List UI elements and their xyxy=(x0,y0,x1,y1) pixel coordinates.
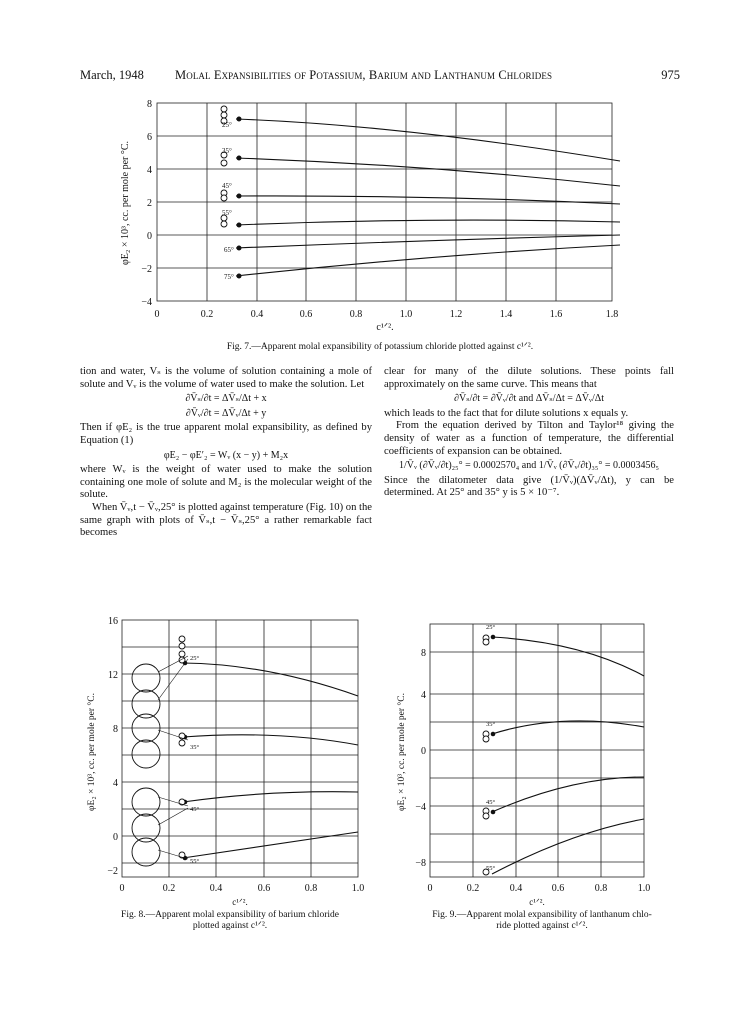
fig8-leader-lines xyxy=(158,656,188,859)
fig7-label-25: 25° xyxy=(222,121,232,129)
equation: ∂V̄ₛ/∂t = ∂V̄ᵥ/∂t and ΔV̄ₛ/Δt = ΔV̄ᵥ/Δt xyxy=(454,393,604,405)
right-paragraph: From the equation derived by Tilton and Taylor¹⁸ giving the density of water as a function of temperature, the differential coefficients of expansion can be obtained. xyxy=(384,420,674,457)
left-paragraph: where Wᵥ is the weight of water used to make the solution containing one mole of solute and M₂ is the molecular weight of the solute. xyxy=(80,464,372,501)
fig9-xtick: 0.4 xyxy=(509,883,523,894)
fig9-ytick: 4 xyxy=(421,690,426,701)
fig7-xtick: 1.2 xyxy=(449,309,463,320)
fig8-xtick: 0.4 xyxy=(209,883,223,894)
fig9-xtick: 0.8 xyxy=(594,883,608,894)
fig7-xtick: 1.8 xyxy=(605,309,619,320)
fig9-gridlines xyxy=(430,624,644,877)
fig7-label-35: 35° xyxy=(222,147,232,155)
fig9-label-55: 55° xyxy=(486,865,496,872)
fig8-curves xyxy=(183,663,358,858)
fig7-ytick: 8 xyxy=(147,99,152,110)
fig8-ytick: 12 xyxy=(108,670,118,681)
fig9-temp-labels xyxy=(486,624,496,872)
fig7-xtick: 0.8 xyxy=(349,309,363,320)
fig7-ytick: −4 xyxy=(141,297,152,308)
fig8-temp-labels xyxy=(190,655,200,865)
fig8-caption-line: plotted against c¹ᐟ². xyxy=(192,921,268,931)
fig8-points xyxy=(183,661,188,861)
equation: ∂V̄ᵥ/∂t = ΔV̄ᵥ/Δt + y xyxy=(185,407,267,419)
fig8-yticks xyxy=(107,616,118,877)
right-column xyxy=(384,366,674,500)
fig7-ylabel: φE₂ × 10³, cc. per mole per °C. xyxy=(120,140,131,266)
fig8-ytick: 8 xyxy=(113,724,118,735)
fig7-xtick: 0.6 xyxy=(299,309,313,320)
fig7-label-65: 65° xyxy=(224,246,234,254)
equation: ∂V̄ₛ/∂t = ΔV̄ₛ/Δt + x xyxy=(185,393,267,405)
right-paragraph: Since the dilatometer data give (1/V̄ᵥ)(ΔV̄ᵥ/Δt), y can be determined. At 25° and 35° y is 5 × 10⁻⁷. xyxy=(384,474,674,499)
fig8-ytick: 0 xyxy=(113,832,118,843)
fig7-curves xyxy=(236,119,620,276)
figure-9 xyxy=(392,612,682,912)
fig9-label-35: 35° xyxy=(486,721,496,728)
left-paragraph: Then if φE₂ is the true apparent molal expansibility, as defined by Equation (1) xyxy=(80,422,372,446)
fig8-label-25: 25° xyxy=(190,655,200,662)
left-column xyxy=(80,366,372,540)
fig9-ytick: −8 xyxy=(415,858,426,869)
fig7-xtick: 0.2 xyxy=(200,309,214,320)
fig7-ytick: −2 xyxy=(141,264,152,275)
fig8-ytick: 4 xyxy=(113,778,118,789)
fig8-ytick: −2 xyxy=(107,866,118,877)
fig9-xtick: 1.0 xyxy=(637,883,651,894)
fig8-open-points xyxy=(179,636,185,858)
fig8-gridlines xyxy=(122,620,358,877)
fig7-xticks xyxy=(155,309,619,320)
header-date: March, 1948 xyxy=(80,68,144,82)
fig9-caption xyxy=(392,910,692,931)
fig9-open-points xyxy=(483,635,489,875)
fig7-xtick: 0 xyxy=(154,309,160,320)
page-number: 975 xyxy=(661,68,680,82)
fig9-yticks xyxy=(415,648,426,869)
fig8-label-55: 55° xyxy=(190,858,200,865)
fig9-xtick: 0.6 xyxy=(551,883,565,894)
fig7-points xyxy=(237,117,242,279)
fig8-caption xyxy=(80,910,380,931)
fig8-xtick: 0.2 xyxy=(162,883,176,894)
fig8-caption-line: Fig. 8.—Apparent molal expansibility of barium chloride xyxy=(121,910,339,920)
figure-8 xyxy=(78,612,378,912)
fig7-label-45: 45° xyxy=(222,182,232,190)
fig9-xtick: 0 xyxy=(427,883,433,894)
fig7-xtick: 1.6 xyxy=(549,309,563,320)
fig8-xtick: 1.0 xyxy=(351,883,365,894)
fig9-ytick: 8 xyxy=(421,648,426,659)
fig9-label-25: 25° xyxy=(486,624,496,631)
fig7-xlabel: c¹ᐟ². xyxy=(376,322,394,333)
fig9-curves xyxy=(492,637,644,874)
fig9-caption-line: ride plotted against c¹ᐟ². xyxy=(496,921,588,931)
fig9-xticks xyxy=(428,883,651,894)
fig7-ytick: 6 xyxy=(147,132,152,143)
fig7-label-75: 75° xyxy=(224,273,234,281)
fig7-gridlines xyxy=(157,103,612,301)
fig8-ylabel: φE₂ × 10³, cc. per mole per °C. xyxy=(87,693,97,811)
fig8-label-45: 45° xyxy=(190,806,200,813)
fig8-xticks xyxy=(120,883,365,894)
header-title: Molal Expansibilities of Potassium, Barium and Lanthanum Chlorides xyxy=(175,68,553,82)
fig9-ytick: 0 xyxy=(421,746,426,757)
fig7-label-55: 55° xyxy=(222,209,232,217)
right-paragraph: clear for many of the dilute solutions. These points fall approximately on the same curve. This means that xyxy=(384,366,674,390)
fig7-yticks xyxy=(141,99,152,308)
fig7-caption: Fig. 7.—Apparent molal expansibility of potassium chloride plotted against c¹ᐟ². xyxy=(226,342,534,352)
fig9-xlabel: c¹ᐟ². xyxy=(529,897,545,907)
fig7-ytick: 4 xyxy=(147,165,152,176)
left-paragraph: When V̄ᵥ,t − V̄ᵥ,25° is plotted against temperature (Fig. 10) on the same graph with plots of V̄ₛ,t − V̄ₛ,25° a rather remarkable fact becomes xyxy=(80,501,372,539)
fig8-label-35: 35° xyxy=(190,744,200,751)
equation: 1/V̄ᵥ (∂V̄ᵥ/∂t)₂₅° = 0.0002570₄ and 1/V̄ᵥ (∂V̄ᵥ/∂t)₃₅° = 0.0003456₅ xyxy=(398,460,660,472)
fig8-xtick: 0.6 xyxy=(257,883,271,894)
fig7-ytick: 0 xyxy=(147,231,152,242)
figure-7 xyxy=(100,95,660,335)
equation: φE₂ − φE′₂ = Wᵥ (x − y) + M₂x xyxy=(163,449,289,461)
fig9-ytick: −4 xyxy=(415,802,426,813)
fig8-xtick: 0 xyxy=(119,883,125,894)
fig7-xtick: 1.0 xyxy=(399,309,413,320)
fig8-xtick: 0.8 xyxy=(304,883,318,894)
fig9-ylabel: φE₂ × 10³, cc. per mole per °C. xyxy=(397,693,407,811)
fig8-ytick: 16 xyxy=(108,616,118,627)
fig9-label-45: 45° xyxy=(486,799,496,806)
fig7-xtick: 1.4 xyxy=(499,309,513,320)
left-paragraph: tion and water, Vₛ is the volume of solution containing a mole of solute and Vᵥ is the volume of water used to make the solution. Let xyxy=(80,366,372,390)
fig9-xtick: 0.2 xyxy=(466,883,480,894)
fig7-ytick: 2 xyxy=(147,198,152,209)
fig7-xtick: 0.4 xyxy=(250,309,264,320)
fig8-xlabel: c¹ᐟ². xyxy=(232,897,248,907)
right-paragraph: which leads to the fact that for dilute solutions x equals y. xyxy=(384,407,629,419)
fig9-caption-line: Fig. 9.—Apparent molal expansibility of lanthanum chlo- xyxy=(432,910,652,920)
